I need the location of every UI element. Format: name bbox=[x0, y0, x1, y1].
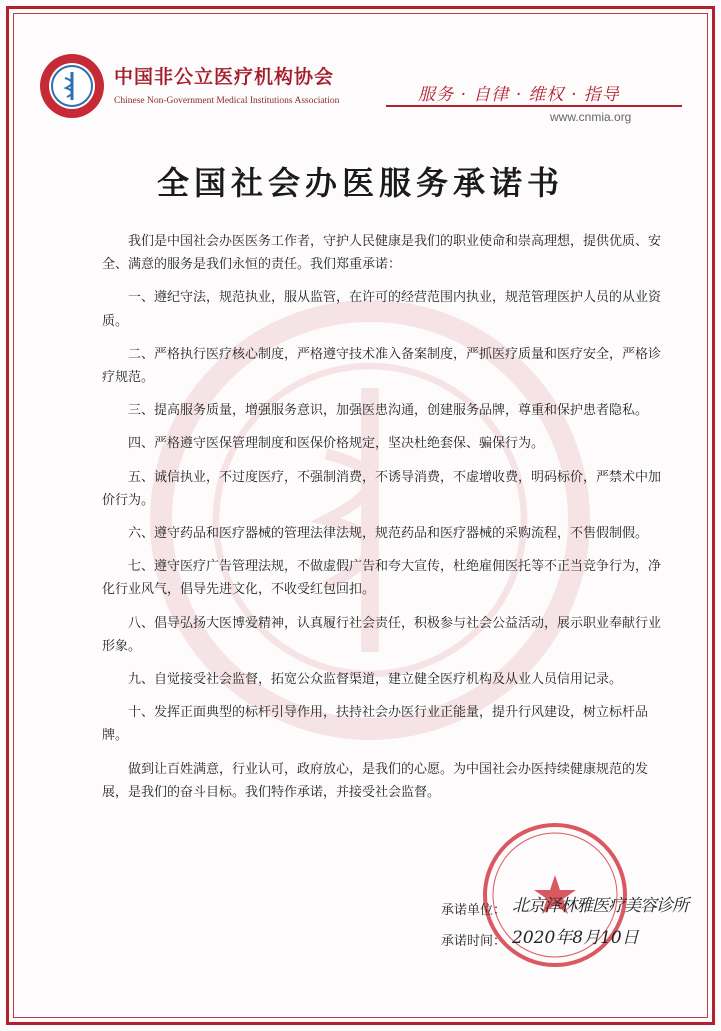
paragraph-item-8: 八、倡导弘扬大医博爱精神，认真履行社会责任，积极参与社会公益活动，展示职业奉献行业形象。 bbox=[102, 615, 662, 654]
org-name-cn: 中国非公立医疗机构协会 bbox=[114, 66, 335, 88]
paragraph-item-9: 九、自觉接受社会监督，拓宽公众监督渠道，建立健全医疗机构及从业人员信用记录。 bbox=[128, 672, 623, 688]
paragraph-item-5: 五、诚信执业，不过度医疗，不强制消费，不诱导消费，不虚增收费，明码标价，严禁术中加价行为。 bbox=[102, 469, 662, 508]
paragraph-item-3: 三、提高服务质量，增强服务意识，加强医患沟通，创建服务品牌，尊重和保护患者隐私。 bbox=[128, 403, 649, 419]
document-title: 全国社会办医服务承诺书 bbox=[156, 164, 564, 202]
slogan: 服务 · 自律 · 维权 · 指导 bbox=[418, 85, 620, 105]
commitment-time-value: 2020年8月10日 bbox=[512, 928, 639, 948]
association-logo bbox=[38, 52, 106, 120]
paragraph-intro: 我们是中国社会办医医务工作者，守护人民健康是我们的职业使命和崇高理想，提供优质、安全、满意的服务是我们永恒的责任。我们郑重承诺： bbox=[102, 234, 662, 273]
org-name-en: Chinese Non-Government Medical Institutions Association bbox=[114, 96, 340, 106]
paragraph-item-10: 十、发挥正面典型的标杆引导作用，扶持社会办医行业正能量，提升行风建设，树立标杆品牌。 bbox=[102, 705, 649, 744]
paragraph-closing: 做到让百姓满意，行业认可，政府放心，是我们的心愿。为中国社会办医持续健康规范的发展，是我们的奋斗目标。我们特作承诺，并接受社会监督。 bbox=[102, 761, 649, 800]
paragraph-item-6: 六、遵守药品和医疗器械的管理法律法规，规范药品和医疗器械的采购流程，不售假制假。 bbox=[128, 526, 649, 542]
commitment-time-label: 承诺时间： bbox=[441, 934, 507, 949]
commitment-unit-label: 承诺单位： bbox=[441, 903, 507, 918]
document-body bbox=[102, 230, 662, 814]
header-rule bbox=[386, 105, 682, 107]
paragraph-item-1: 一、遵纪守法，规范执业，服从监管，在许可的经营范围内执业，规范管理医护人员的从业资质。 bbox=[102, 290, 662, 329]
paragraph-item-2: 二、严格执行医疗核心制度，严格遵守技术准入备案制度，严抓医疗质量和医疗安全，严格诊疗规范。 bbox=[102, 346, 662, 386]
paragraph-item-4: 四、严格遵守医保管理制度和医保价格规定，坚决杜绝套保、骗保行为。 bbox=[128, 436, 545, 452]
commitment-unit-signature: 北京泽林雅医疗美容诊所 bbox=[512, 896, 688, 916]
website-link[interactable]: www.cnmia.org bbox=[550, 110, 632, 124]
paragraph-item-7: 七、遵守医疗广告管理法规，不做虚假广告和夸大宣传，杜绝雇佣医托等不正当竞争行为，净化行业风气，倡导先进文化，不收受红包回扣。 bbox=[102, 559, 662, 598]
